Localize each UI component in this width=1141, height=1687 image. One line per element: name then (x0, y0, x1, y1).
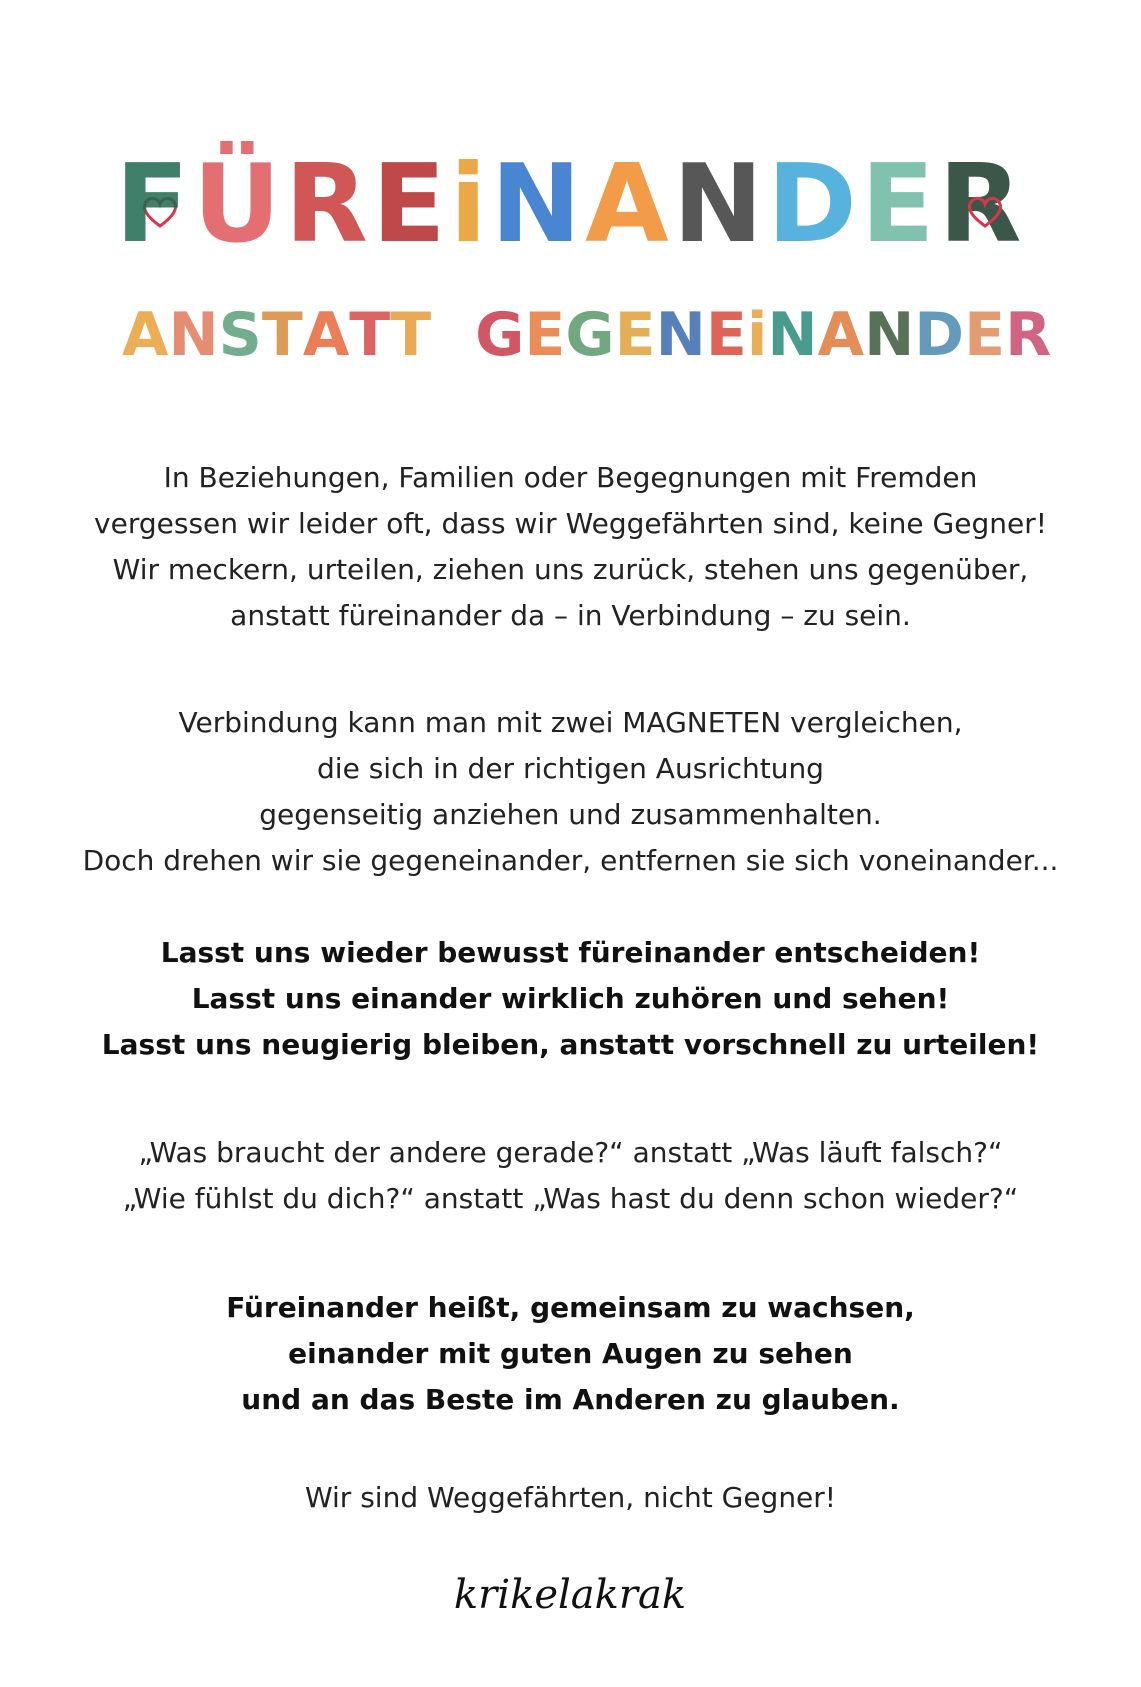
subtitle-letter: A (122, 300, 169, 370)
text-line: Lasst uns neugierig bleiben, anstatt vorschnell zu urteilen! (101, 1028, 1040, 1061)
page-title (100, 140, 1041, 270)
title-letter: A (585, 142, 673, 267)
text-line: einander mit guten Augen zu sehen (288, 1337, 853, 1370)
title-letter: R (284, 142, 372, 267)
text-line: Wir meckern, urteilen, ziehen uns zurück, stehen uns gegenüber, (112, 553, 1029, 586)
stanza-closing (60, 1475, 1081, 1521)
subtitle-letter: T (349, 300, 391, 370)
stanza-intro (60, 455, 1081, 639)
subtitle-letter: T (390, 300, 432, 370)
title-letter: D (767, 142, 861, 267)
subtitle-letter: A (817, 300, 865, 370)
subtitle-word (475, 300, 1051, 370)
subtitle-letter: S (218, 300, 262, 370)
subtitle-letter: G (565, 300, 615, 370)
text-line: Lasst uns einander wirklich zuhören und sehen! (191, 982, 950, 1015)
title-letter: E (860, 142, 939, 267)
text-line: In Beziehungen, Familien oder Begegnungen mit Fremden (163, 461, 978, 494)
title-letter: N (490, 142, 586, 267)
text-line: Lasst uns wieder bewusst füreinander entscheiden! (160, 936, 981, 969)
subtitle-letter: N (655, 300, 706, 370)
text-line: Wir sind Weggefährten, nicht Gegner! (304, 1481, 837, 1514)
text-line: die sich in der richtigen Ausrichtung (317, 752, 824, 785)
text-line: „Wie fühlst du dich?“ anstatt „Was hast du denn schon wieder?“ (122, 1182, 1019, 1215)
title-letter: E (371, 142, 450, 267)
text-line: gegenseitig anziehen und zusammenhalten. (259, 798, 882, 831)
signature: krikelakrak (453, 1572, 687, 1618)
title-letter: F (115, 142, 194, 267)
subtitle-letter: D (914, 300, 965, 370)
text-line: und an das Beste im Anderen zu glauben. (241, 1383, 900, 1416)
stanza-magnets (60, 700, 1081, 884)
text-line: Doch drehen wir sie gegeneinander, entfernen sie sich voneinander... (82, 844, 1059, 877)
title-letter: R (938, 142, 1026, 267)
title-letter: N (672, 142, 768, 267)
subtitle-letter: E (524, 300, 566, 370)
subtitle-letter: A (302, 300, 350, 370)
subtitle-letter: R (1005, 300, 1052, 370)
title-letter: Ü (193, 142, 285, 267)
subtitle-letter: E (964, 300, 1006, 370)
title-letter: i (449, 142, 491, 267)
text-line: anstatt füreinander da – in Verbindung – zu sein. (230, 599, 911, 632)
page-subtitle (100, 295, 1052, 375)
text-line: „Was braucht der andere gerade?“ anstatt „Was läuft falsch?“ (138, 1136, 1003, 1169)
subtitle-letter: N (168, 300, 219, 370)
text-line: Verbindung kann man mit zwei MAGNETEN vergleichen, (178, 706, 963, 739)
text-line: vergessen wir leider oft, dass wir Weggefährten sind, keine Gegner! (94, 507, 1047, 540)
heart-icon (965, 192, 1005, 232)
header (100, 120, 1052, 420)
subtitle-letter: N (767, 300, 818, 370)
subtitle-letter: N (864, 300, 915, 370)
subtitle-letter: G (475, 300, 525, 370)
subtitle-word (122, 300, 431, 370)
stanza-appeal (60, 930, 1081, 1068)
stanza-questions (60, 1130, 1081, 1222)
text-line: Füreinander heißt, gemeinsam zu wachsen, (226, 1291, 915, 1324)
subtitle-letter: T (261, 300, 303, 370)
subtitle-letter: E (705, 300, 747, 370)
subtitle-letter: i (746, 300, 768, 370)
stanza-meaning (60, 1285, 1081, 1423)
subtitle-letter: E (614, 300, 656, 370)
